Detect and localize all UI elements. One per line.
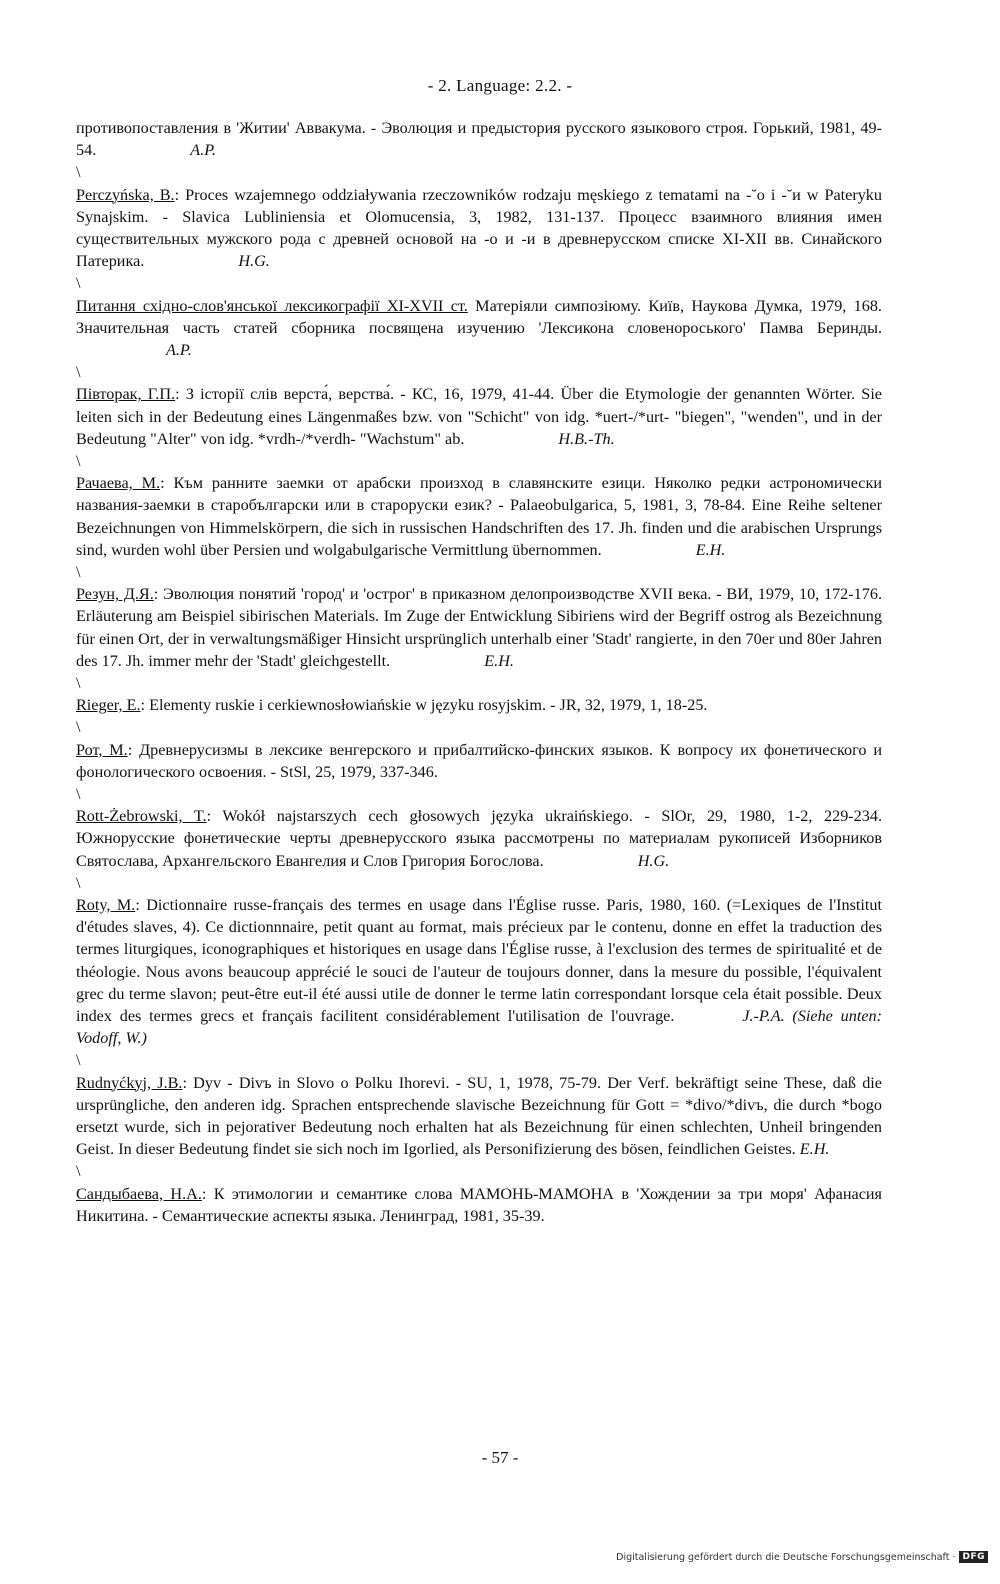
entry-text: : Dyv - Divъ in Slovo o Polku Ihorevi. - SU, 1, 1978, 75-79. Der Verf. bekräftigt seine These, daß die ursprüngliche, den anderen idg. Sprachen entsprechende slavische Bezeichnung für Gott = *divo/*divъ, die durch *bogo ersetzt wurde, sich in pejorativer Bedeutung noch erhalten hat als Bezeichnung für einen schlechten, Unheil bringenden Geist. In dieser Bedeutung findet sie sich noch im Igorlied, als Personifizierung des bösen, feindlichen Geistes. (76, 1073, 882, 1159)
dfg-logo-icon: DFG (959, 1551, 988, 1563)
entry-separator: \ (76, 363, 81, 382)
entry-separator: \ (76, 873, 81, 892)
entry-separator: \ (76, 563, 81, 581)
entry-separator: \ (76, 274, 81, 293)
entry-author: Rieger, E. (76, 696, 141, 715)
footer-credit: Digitalisierung gefördert durch die Deutsche Forschungsgemeinschaft · (616, 1551, 956, 1563)
bibliography-entry (76, 583, 882, 672)
entry-separator: \ (76, 718, 81, 737)
bibliography-entry (76, 472, 882, 561)
running-head: - 2. Language: 2.2. - (427, 76, 573, 95)
entry-text: : К этимологии и семантике слова МАМОНЬ-МАМОНА в 'Хождении за три моря' Афанасия Никитина. - Семантические аспекты языка. Ленинград, 1981, 35-39. (76, 1184, 882, 1225)
entry-author: Сандыбаева, Н.А. (76, 1184, 202, 1203)
entry-text: : Към ранните заемки от арабски произход в славянските езици. Няколко редки астрономически названия-заемки в старобългарски или в староруски език? - Palaeobulgarica, 5, 1981, 3, 78-84. Eine Reihe seltener Bezeichnungen von Himmelskörpern, die sich in russischen Handschriften des 17. Jh. finden und die arabischen Ursprungs sind, wurden wohl über Persien und wolgabulgarische Vermittlung übernommen. (76, 474, 882, 559)
entry-author: Рот, М. (76, 740, 128, 759)
bibliography-entry (76, 1183, 882, 1227)
entry-text: : Эволюция понятий 'город' и 'острог' в приказном делопроизводстве XVII века. - ВИ, 1979, 10, 172-176. Erläuterung am Beispiel sibirischen Materials. Im Zuge der Entwicklung Sibiriens wird der Begriff ostrog als Bezeichnung für einen Ort, der in verwaltungsmäßiger Hinsicht ursprünglich unterhalb einer 'Stadt' rangierte, in den 70er und 80er Jahren des 17. Jh. immer mehr der 'Stadt' gleichgestellt. (76, 585, 882, 670)
entry-text: Матеріяли симпозіюму. Київ, Наукова Думка, 1979, 168. Значительная часть статей сборника посвящена изучению 'Лексикона словенороського' Памва Беринды. (76, 296, 882, 337)
bibliography-entry (76, 694, 882, 716)
entry-author: Рачаева, М. (76, 474, 161, 493)
bibliography-entry (76, 805, 882, 872)
bibliography-entry (76, 383, 882, 450)
entry-text: : Elementy ruskie i cerkiewnosłowiańskie w języku rosyjskim. - JR, 32, 1979, 1, 18-25. (140, 696, 708, 715)
entry-author: Питання східно-слов'янської лексикографії XI-XVII ст. (76, 296, 468, 315)
entry-reviewer: H.G. (238, 252, 270, 271)
entry-author: Roty, M. (76, 895, 136, 914)
entry-reviewer: E.H. (695, 540, 726, 559)
entry-text: : З історії слів верста́, верства́. - КС, 16, 1979, 41-44. Über die Etymologie der genannten Wörter. Sie leiten sich in der Bedeutung eines Längenmaßes bzw. von "Schicht" von idg. *uert-/*urt- "biegen", "wenden", und in der Bedeutung "Alter" von idg. *vrdh-/*verdh- "Wachstum" ab. (76, 385, 882, 448)
entry-separator: \ (76, 1051, 81, 1070)
entry-separator: \ (76, 784, 81, 803)
entry-separator: \ (76, 452, 81, 470)
entry-reviewer: A.P. (190, 141, 217, 160)
digitization-footer (616, 1551, 988, 1563)
bibliography-entry (76, 894, 882, 1049)
entry-author: Rudnyćkyj, J.B. (76, 1073, 183, 1092)
entry-reviewer: A.P. (166, 341, 192, 359)
entry-reviewer: J.-P.A. (Siehe unten: Vodoff, W.) (76, 1006, 883, 1048)
entry-text: : Proces wzajemnego oddziaływania rzeczowników rodzaju męskiego z tematami na -˘o i -˘и w Pateryku Synajskim. - Slavica Lubliniensia et Olomucensia, 3, 1982, 131-137. Процесс взаимного влияния имен существительных мужского рода с древней основой на -о и -и в древнерусском списке XI-XII вв. Синайского Патерика. (76, 185, 882, 271)
page-number: - 57 - (481, 1448, 519, 1467)
entry-reviewer: E.H. (799, 1140, 830, 1159)
entry-author: Півторак, Г.П. (76, 385, 176, 404)
entry-text: : Dictionnaire russe-français des termes en usage dans l'Église russe. Paris, 1980, 160. (=Lexiques de l'Institut d'études slaves, 4). Ce dictionnnaire, petit quant au format, mais précieux par le contenu, donne en effet la traduction des termes liturgiques, iconographiques et historiques en usage dans l'Église russe, à l'exclusion des termes de spiritualité et de théologie. Nous avons beaucoup apprécié le souci de l'auteur de toujours donner, dans la mesure du possible, l'équivalent grec du terme slavon; peut-être eut-il été aussi utile de donner le terme latin correspondant lorsque cela était possible. Deux index des termes grecs et français facilitent considérablement l'utilisation de l'ouvrage. (76, 895, 882, 1025)
entry-separator: \ (76, 1162, 81, 1181)
entry-reviewer: H.B.-Th. (558, 429, 615, 448)
bibliography-entry (76, 295, 882, 362)
entry-text: противопоставления в 'Житии' Аввакума. - Эволюция и предыстория русского языкового строя. Горький, 1981, 49-54. (76, 119, 882, 160)
entry-author: Резун, Д.Я. (76, 585, 154, 604)
bibliography-entry (76, 117, 882, 161)
entry-author: Perczyńska, B. (76, 185, 175, 204)
bibliography-entry (76, 1072, 882, 1161)
entry-separator: \ (76, 674, 81, 692)
bibliography-entry (76, 739, 882, 783)
bibliography-list (76, 117, 882, 1227)
bibliography-entry (76, 184, 882, 273)
entry-reviewer: H.G. (637, 851, 670, 870)
entry-text: : Древнерусизмы в лексике венгерского и прибалтийско-финских языков. К вопросу их фонетического и фонологического освоения. - StSl, 25, 1979, 337-346. (76, 740, 882, 781)
entry-separator: \ (76, 163, 81, 182)
entry-reviewer: E.H. (484, 651, 514, 670)
entry-text: : Wokół najstarszych cech głosowych języka ukraińskiego. - SlOr, 29, 1980, 1-2, 229-234. Южнорусские фонетические черты древнерусского языка рассмотрены по материалам рукописей Изборников Святослава, Архангельского Евангелия и Слов Григория Богослова. (76, 807, 883, 870)
entry-author: Rott-Żebrowski, T. (76, 807, 207, 826)
